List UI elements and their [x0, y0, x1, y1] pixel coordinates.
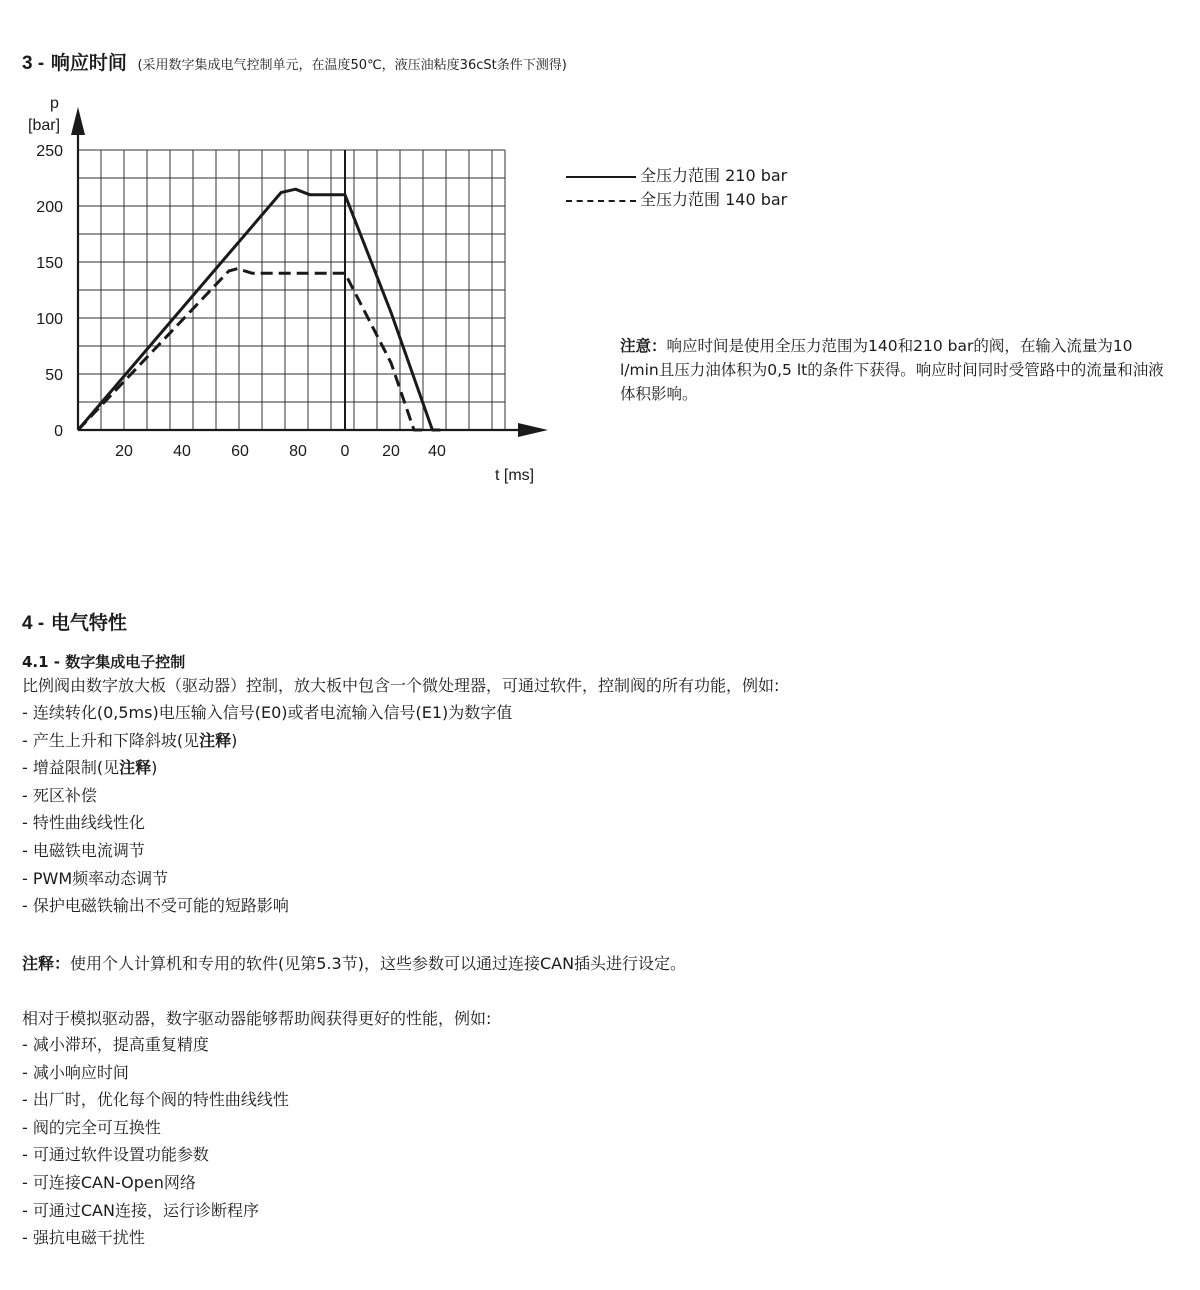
list-item: - 增益限制(见注释) — [22, 758, 158, 778]
section-3-heading — [22, 48, 567, 75]
section-3-number: 3 - — [22, 53, 45, 74]
series-line-140bar — [78, 269, 422, 430]
feature-list — [22, 699, 512, 920]
x-tick-label: 80 — [289, 443, 307, 460]
x-tick-label: 60 — [231, 443, 249, 460]
chart-axes — [71, 107, 548, 437]
legend-label-140bar: 全压力范围 140 bar — [640, 190, 788, 209]
chart-grid — [78, 150, 505, 430]
section-4-1-heading: 4.1 - 数字集成电子控制 — [22, 653, 186, 671]
y-axis-arrow — [71, 107, 85, 135]
legend-item-140bar — [566, 187, 787, 210]
legend-item-210bar — [566, 163, 787, 186]
dashed-line-swatch — [566, 200, 636, 202]
x-tick-label: 20 — [382, 443, 400, 460]
series-line-210bar — [78, 189, 440, 430]
list-item: - 电磁铁电流调节 — [22, 840, 145, 860]
list-item: - 强抗电磁干扰性 — [22, 1228, 145, 1248]
y-tick-label: 0 — [54, 423, 63, 440]
section-4-heading — [22, 608, 127, 635]
list-item: - 出厂时，优化每个阀的特性曲线线性 — [22, 1090, 289, 1110]
note-label: 注意： — [620, 337, 667, 355]
list-item: - 产生上升和下降斜坡(见注释) — [22, 730, 238, 750]
section-3-test-conditions: (采用数字集成电气控制单元，在温度50℃，液压油粘度36cSt条件下测得) — [137, 58, 567, 73]
remark-text: 使用个人计算机和专用的软件(见第5.3节)，这些参数可以通过连接CAN插头进行设定。 — [70, 954, 687, 973]
solid-line-swatch — [566, 176, 636, 178]
list-item: - PWM频率动态调节 — [22, 868, 169, 888]
settings-remark — [22, 951, 686, 974]
chart-ticks — [36, 143, 446, 460]
advantages-list — [22, 1031, 289, 1252]
x-tick-label: 0 — [340, 443, 350, 460]
remark-label: 注释： — [22, 954, 71, 973]
y-tick-label: 250 — [36, 143, 63, 160]
advantages-intro: 相对于模拟驱动器，数字驱动器能够帮助阀获得更好的性能，例如: — [22, 1009, 492, 1028]
list-item: - 阀的完全可互换性 — [22, 1117, 161, 1137]
legend-label-210bar: 全压力范围 210 bar — [640, 166, 788, 185]
y-tick-label: 150 — [36, 255, 63, 272]
list-item: - 特性曲线线性化 — [22, 813, 145, 833]
list-item: - 保护电磁铁输出不受可能的短路影响 — [22, 896, 289, 916]
section-3-title: 响应时间 — [50, 52, 127, 74]
list-item: - 减小响应时间 — [22, 1062, 129, 1082]
section-4-title: 电气特性 — [50, 612, 127, 634]
list-item: - 连续转化(0,5ms)电压输入信号(E0)或者电流输入信号(E1)为数字值 — [22, 703, 513, 722]
section-4-1-intro: 比例阀由数字放大板（驱动器）控制，放大板中包含一个微处理器，可通过软件，控制阀的所有功能，例如: — [22, 676, 780, 695]
list-item: - 可通过CAN连接，运行诊断程序 — [22, 1200, 259, 1220]
x-axis-label: t [ms] — [495, 467, 535, 484]
chart-series — [78, 189, 440, 430]
response-time-note — [620, 334, 1170, 406]
x-tick-label: 40 — [428, 443, 446, 460]
y-tick-label: 100 — [36, 311, 63, 328]
note-text: 响应时间是使用全压力范围为140和210 bar的阀，在输入流量为10 l/min且压力油体积为0,5 lt的条件下获得。响应时间同时受管路中的流量和油液体积影响。 — [620, 337, 1164, 403]
x-tick-label: 20 — [115, 443, 133, 460]
y-axis-label-unit: [bar] — [28, 117, 61, 134]
section-4-number: 4 - — [22, 613, 45, 634]
list-item: - 死区补偿 — [22, 785, 97, 805]
list-item: - 减小滞环，提高重复精度 — [22, 1035, 209, 1054]
y-tick-label: 200 — [36, 199, 63, 216]
response-time-chart — [0, 90, 580, 500]
list-item: - 可通过软件设置功能参数 — [22, 1145, 209, 1165]
x-tick-label: 40 — [173, 443, 191, 460]
list-item: - 可连接CAN-Open网络 — [22, 1172, 196, 1192]
y-tick-label: 50 — [45, 367, 63, 384]
x-axis-arrow — [518, 423, 548, 437]
y-axis-label-symbol: p — [50, 95, 59, 112]
